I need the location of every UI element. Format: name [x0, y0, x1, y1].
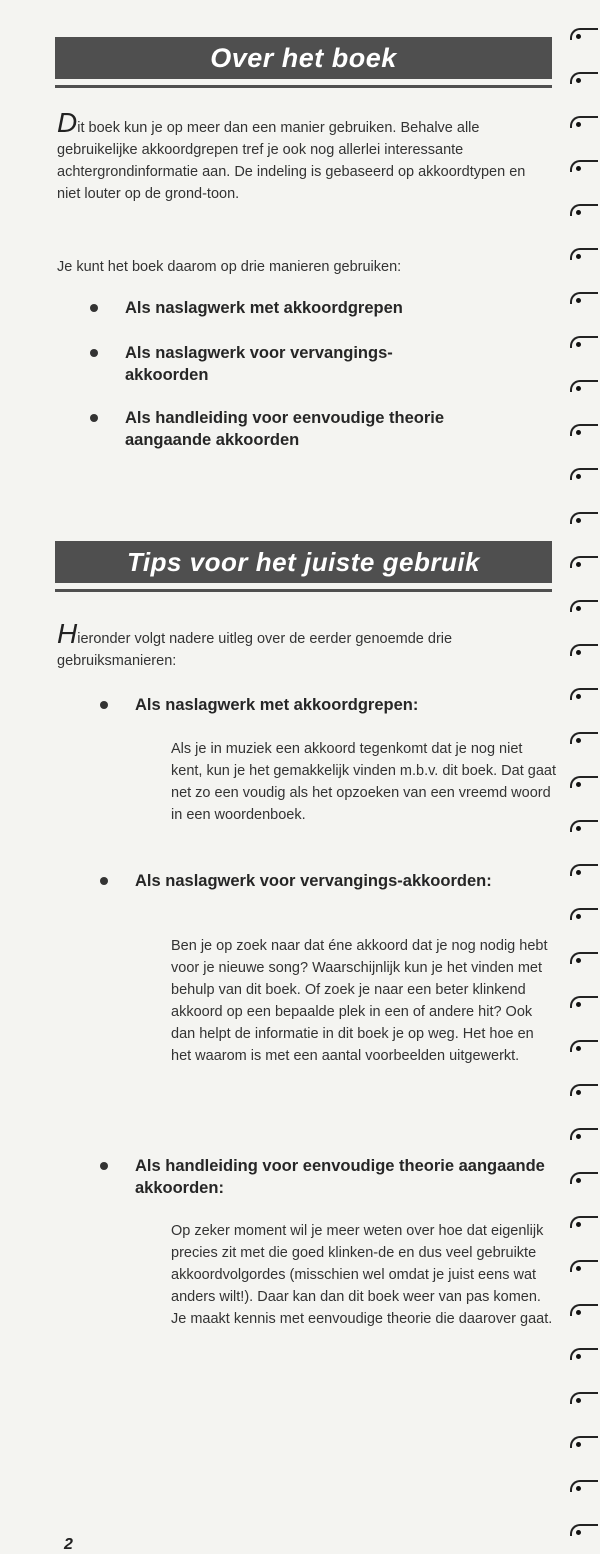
page-number: 2	[64, 1536, 73, 1553]
spiral-ring	[570, 424, 598, 436]
spiral-ring	[570, 28, 598, 40]
bullet-icon	[100, 877, 108, 885]
list-item-body: Op zeker moment wil je meer weten over hoe dat eigenlijk precies zit met die goed klinken-de en dus veel gebruikte akkoordvolgordes (misschien wel omdat je juist eens wat anders wilt!). Daar kan dan dit boek weer van pas komen. Je maakt kennis met eenvoudige theorie die daarover gaat.	[171, 1223, 553, 1327]
spiral-ring	[570, 776, 598, 788]
spiral-ring	[570, 292, 598, 304]
spiral-ring	[570, 1172, 598, 1184]
intro-text: it boek kun je op meer dan een manier gebruiken. Behalve alle gebruikelijke akkoordgrepen tref je ook nog allerlei interessante achtergrondinformatie aan. De indeling is gebaseerd op akkoordtypen en niet louter op de grond-toon.	[57, 120, 526, 202]
list-item-text: Als handleiding voor eenvoudige theorie aangaande akkoorden	[125, 409, 445, 449]
list-item-title: Als naslagwerk voor vervangings-akkoorden:	[135, 872, 492, 890]
heading-rule	[55, 589, 552, 592]
spiral-ring	[570, 1040, 598, 1052]
list-item	[90, 342, 470, 386]
spiral-ring	[570, 600, 598, 612]
list-item-title: Als naslagwerk met akkoordgrepen:	[135, 696, 419, 714]
intro-paragraph	[57, 618, 547, 672]
spiral-ring	[570, 1480, 598, 1492]
bullet-icon	[100, 701, 108, 709]
heading-rule	[55, 85, 552, 88]
list-item	[90, 407, 470, 451]
spiral-ring	[570, 952, 598, 964]
spiral-ring	[570, 1524, 598, 1536]
list-item	[100, 694, 520, 716]
bullet-icon	[90, 349, 98, 357]
spiral-ring	[570, 248, 598, 260]
list-item-body: Als je in muziek een akkoord tegenkomt dat je nog niet kent, kun je het gemakkelijk vinden m.b.v. dit boek. Dat gaat net zo een voudig als het opzoeken van een vreemd woord in een woordenboek.	[171, 741, 556, 823]
spiral-ring	[570, 1304, 598, 1316]
spiral-ring	[570, 820, 598, 832]
spiral-ring	[570, 1392, 598, 1404]
list-item-text: Als naslagwerk voor vervangings-akkoorden	[125, 344, 393, 384]
spiral-ring	[570, 996, 598, 1008]
spiral-ring	[570, 864, 598, 876]
list-item-title: Als handleiding voor eenvoudige theorie aangaande akkoorden:	[135, 1157, 545, 1197]
list-item-body: Ben je op zoek naar dat éne akkoord dat je nog nodig hebt voor je nieuwe song? Waarschijnlijk kun je het vinden met behulp van dit boek. Of zoek je naar een beter klinkend akkoord op een bepaalde plek in een of andere hit? Ook dan helpt de informatie in dit boek je op weg. Het hoe en het waarom is met een aantal voorbeelden uitgewerkt.	[171, 938, 548, 1064]
spiral-ring	[570, 1084, 598, 1096]
spiral-binding	[566, 0, 600, 1546]
bullet-icon	[100, 1162, 108, 1170]
spiral-ring	[570, 1436, 598, 1448]
section-heading-over-het-boek: Over het boek	[55, 37, 552, 79]
spiral-ring	[570, 204, 598, 216]
spiral-ring	[570, 732, 598, 744]
spiral-ring	[570, 160, 598, 172]
spiral-ring	[570, 1260, 598, 1272]
spiral-ring	[570, 512, 598, 524]
list-item	[90, 297, 510, 319]
list-item	[100, 870, 500, 892]
spiral-ring	[570, 1216, 598, 1228]
drop-cap: D	[57, 107, 78, 138]
spiral-ring	[570, 688, 598, 700]
spiral-ring	[570, 908, 598, 920]
spiral-ring	[570, 336, 598, 348]
spiral-ring	[570, 644, 598, 656]
drop-cap: H	[57, 618, 78, 649]
spiral-ring	[570, 556, 598, 568]
bullet-icon	[90, 304, 98, 312]
bullet-icon	[90, 414, 98, 422]
list-item-text: Als naslagwerk met akkoordgrepen	[125, 299, 403, 317]
spiral-ring	[570, 468, 598, 480]
list-item	[100, 1155, 560, 1199]
spiral-ring	[570, 72, 598, 84]
spiral-ring	[570, 1348, 598, 1360]
lead-sentence: Je kunt het boek daarom op drie manieren gebruiken:	[57, 259, 402, 275]
spiral-ring	[570, 1128, 598, 1140]
section-heading-tips: Tips voor het juiste gebruik	[55, 541, 552, 583]
intro-paragraph	[57, 107, 547, 205]
intro-text: ieronder volgt nadere uitleg over de eerder genoemde drie gebruiksmanieren:	[57, 631, 453, 669]
spiral-ring	[570, 116, 598, 128]
spiral-ring	[570, 380, 598, 392]
